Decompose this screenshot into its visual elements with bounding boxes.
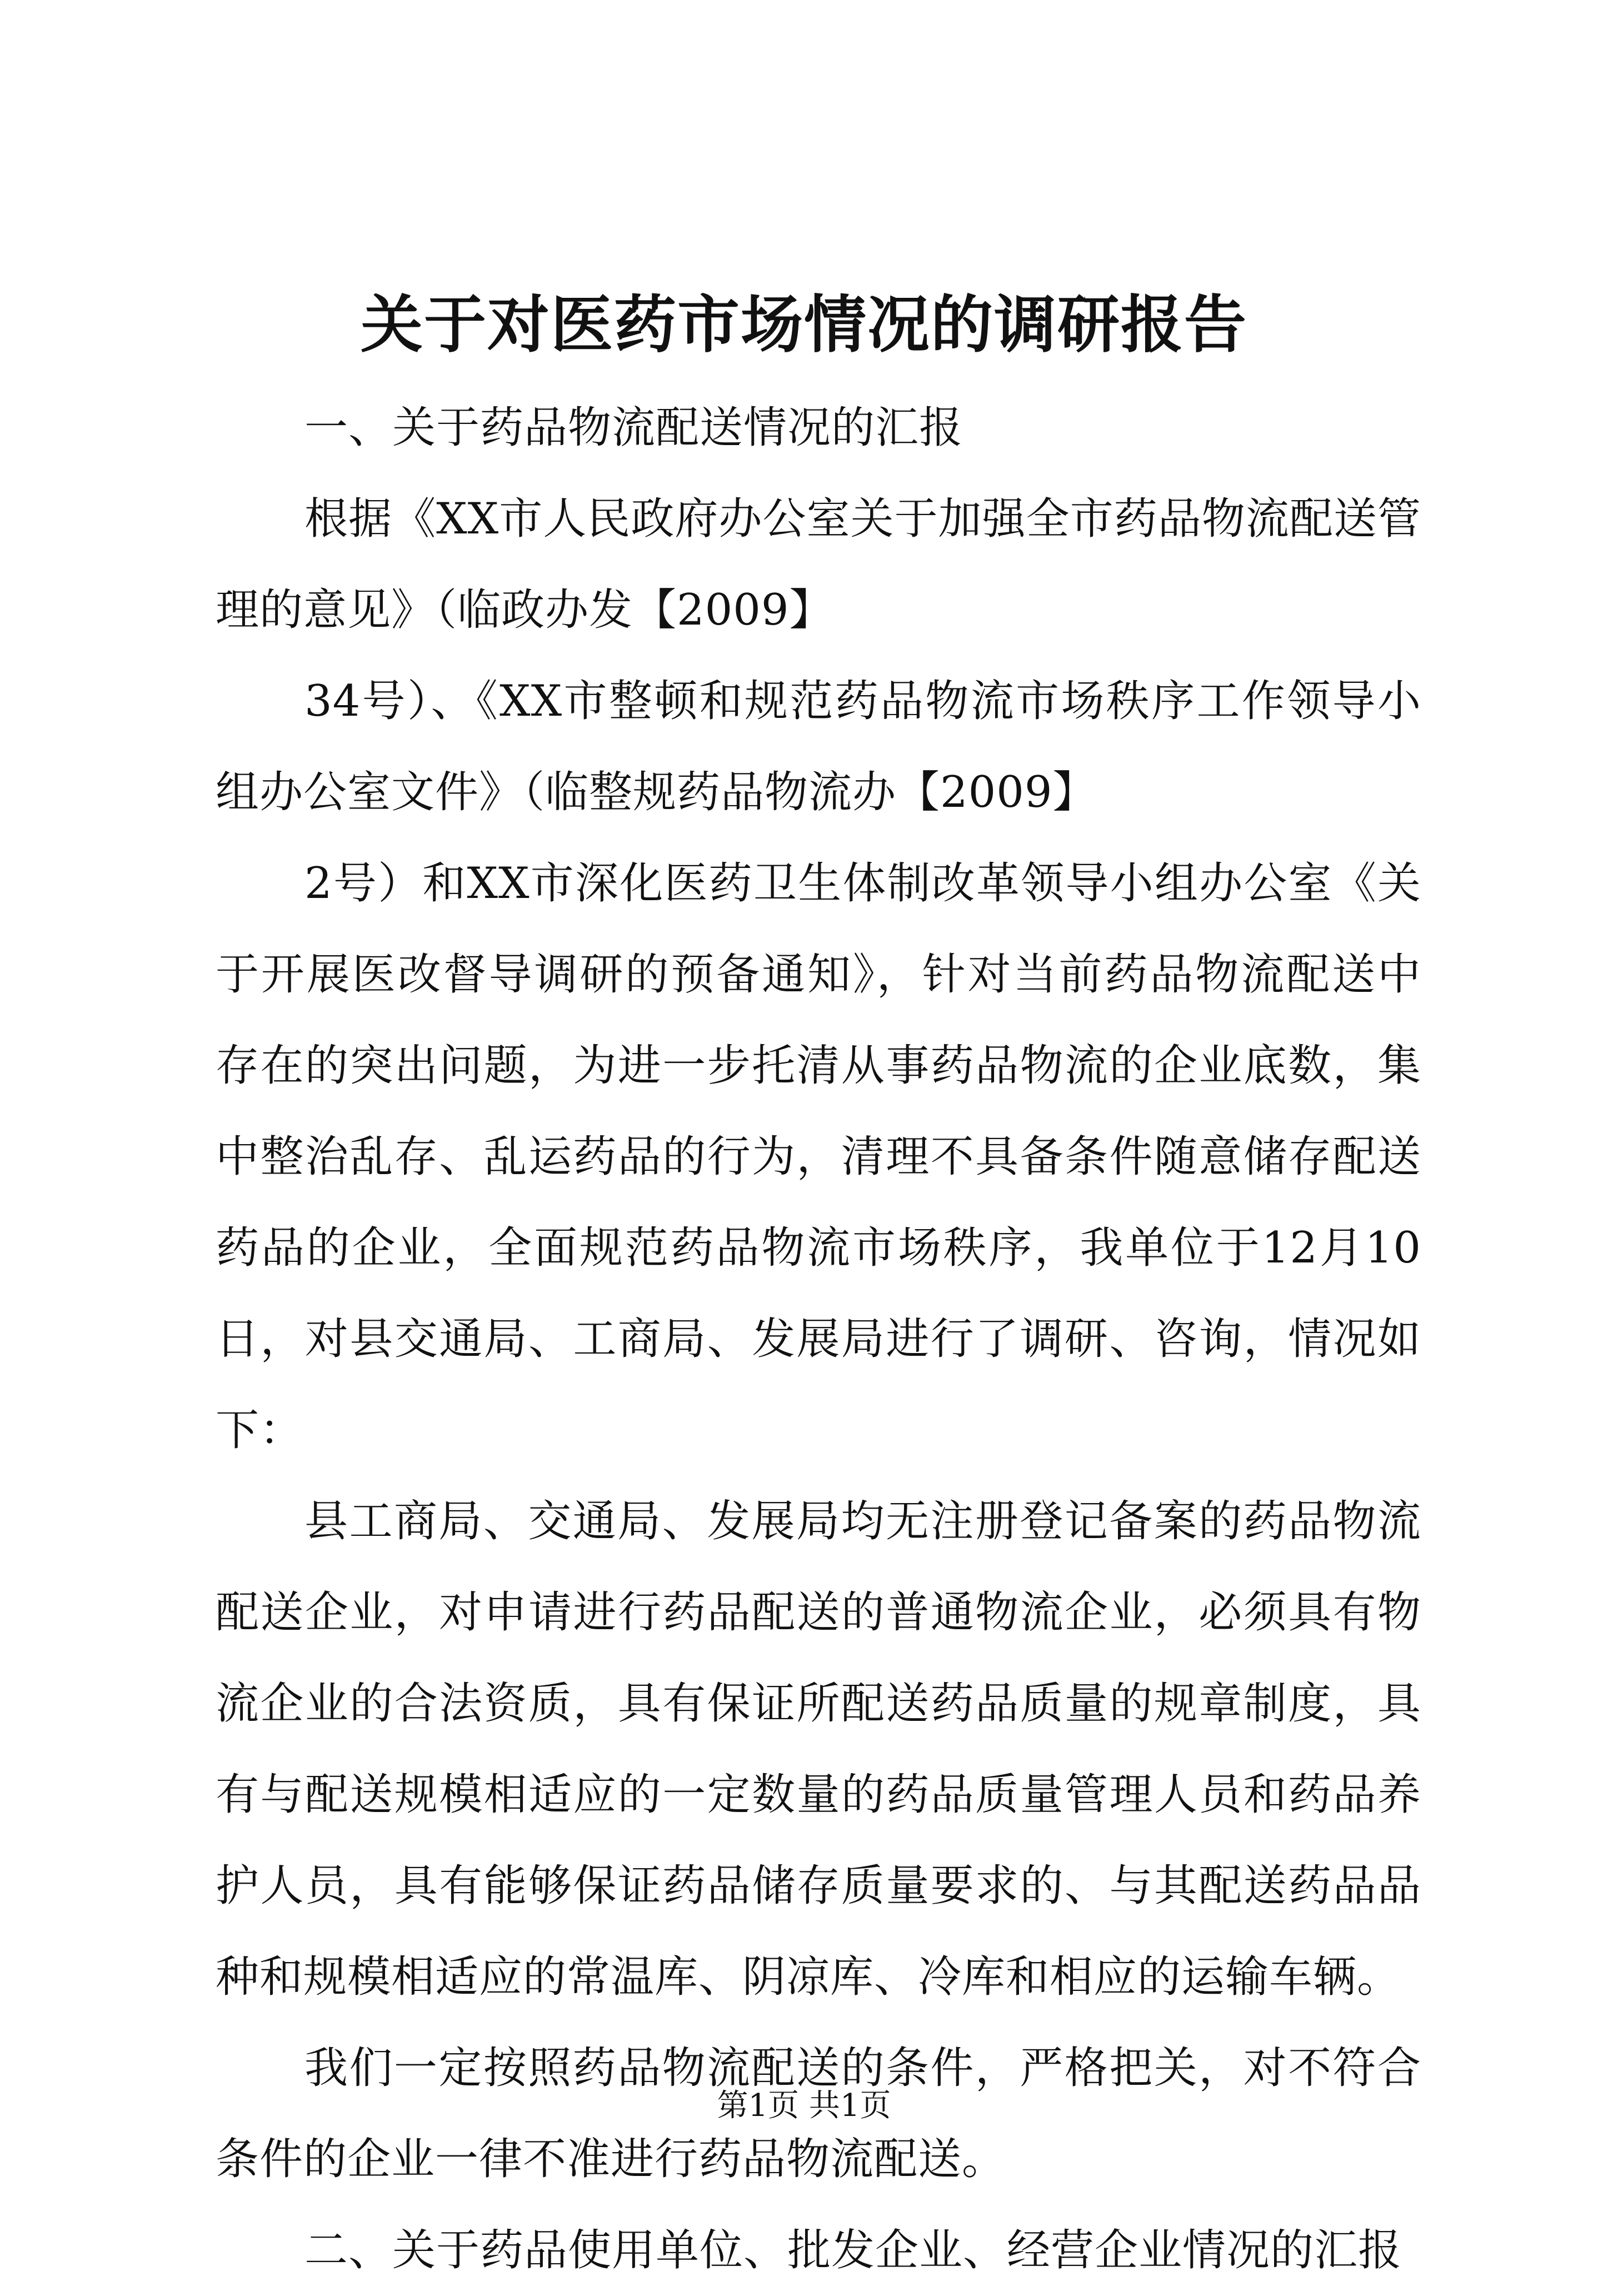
document-body bbox=[216, 382, 1421, 2296]
section-heading-1: 一、关于药品物流配送情况的汇报 bbox=[304, 403, 963, 453]
paragraph: 34号）、《XX市整顿和规范药品物流市场秩序工作领导小组办公室文件》（临整规药品物流办【2009】 bbox=[216, 676, 1421, 817]
paragraph: 我们一定按照药品物流配送的条件，严格把关，对不符合条件的企业一律不准进行药品物流配送。 bbox=[216, 2043, 1421, 2184]
paragraph: 根据《XX市人民政府办公室关于加强全市药品物流配送管理的意见》（临政办发【2009】 bbox=[216, 494, 1421, 635]
document-title: 关于对医药市场情况的调研报告 bbox=[361, 288, 1247, 361]
section-heading-2: 二、关于药品使用单位、批发企业、经营企业情况的汇报 bbox=[304, 2225, 1402, 2275]
paragraph: 县工商局、交通局、发展局均无注册登记备案的药品物流配送企业，对申请进行药品配送的普通物流企业，必须具有物流企业的合法资质，具有保证所配送药品质量的规章制度，具有与配送规模相适应的一定数量的药品质量管理人员和药品养护人员，具有能够保证药品储存质量要求的、与其配送药品品种和规模相适应的常温库、阴凉库、冷库和相应的运输车辆。 bbox=[216, 1496, 1421, 2002]
paragraph: 2号）和XX市深化医药卫生体制改革领导小组办公室《关于开展医改督导调研的预备通知》，针对当前药品物流配送中存在的突出问题，为进一步托清从事药品物流的企业底数，集中整治乱存、乱运药品的行为，清理不具备条件随意储存配送药品的企业，全面规范药品物流市场秩序，我单位于12月10日，对县交通局、工商局、发展局进行了调研、咨询，情况如下： bbox=[216, 858, 1421, 1455]
page-footer: 第1页 共1页 bbox=[717, 2088, 891, 2124]
